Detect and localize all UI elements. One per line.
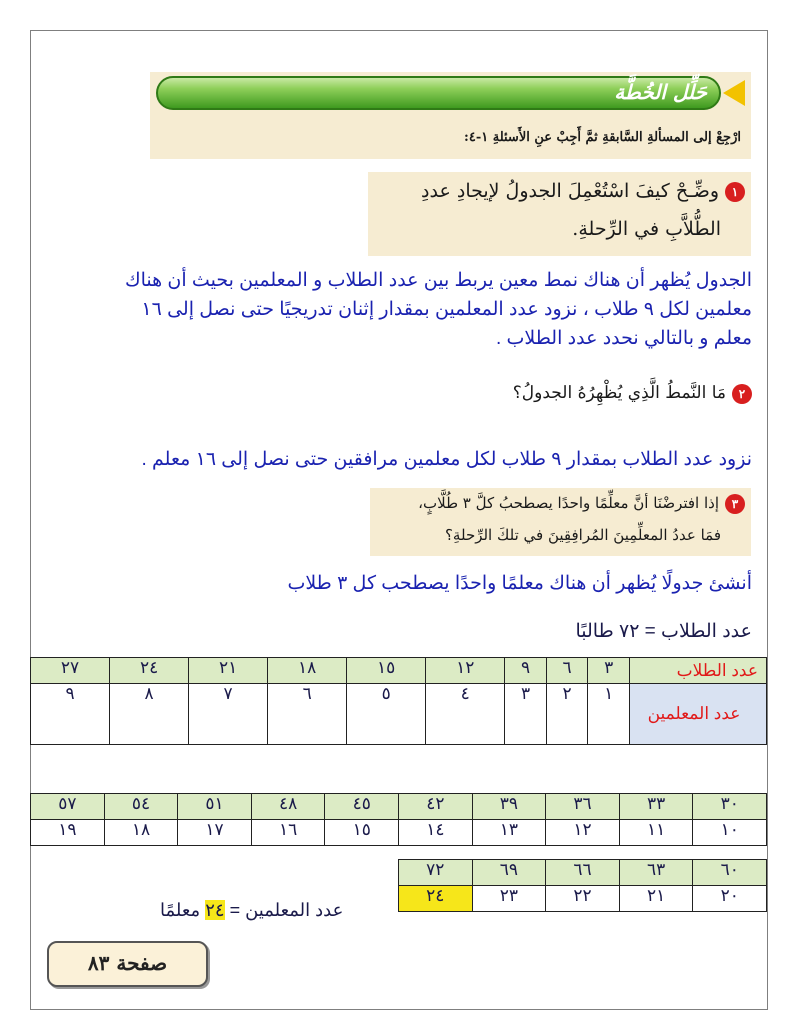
- t2-teachers-cell: ١٩: [31, 820, 105, 846]
- t3-students-cell: ٦٠: [693, 860, 767, 886]
- t2-students-cell: ٣٦: [546, 794, 620, 820]
- question-1-number: ١: [725, 182, 745, 202]
- t2-students-cell: ٤٨: [251, 794, 325, 820]
- t2-students-cell: ٣٣: [619, 794, 693, 820]
- question-3-box: [370, 488, 751, 556]
- question-1-line1: وضِّـحْ كيفَ اسْتُعْمِلَ الجدولُ لإيجادِ عددِ: [421, 180, 719, 202]
- result-value: ٢٤: [205, 900, 225, 920]
- result-suffix: معلمًا: [160, 900, 201, 920]
- answer-1: [125, 266, 752, 353]
- t1-students-cell: ٢٤: [110, 658, 189, 684]
- t3-students-cell: ٦٩: [472, 860, 546, 886]
- t2-teachers-cell: ١٤: [399, 820, 473, 846]
- question-1-line2: الطُّلاَّبِ في الرِّحلةِ.: [572, 218, 721, 240]
- t2-teachers-cell: ١١: [619, 820, 693, 846]
- t2-students-cell: ٣٠: [693, 794, 767, 820]
- t3-teachers-cell: ٢٤: [399, 886, 473, 912]
- question-2: [513, 383, 752, 404]
- t2-teachers-cell: ١٠: [693, 820, 767, 846]
- t2-teachers-cell: ١٥: [325, 820, 399, 846]
- table-2: [30, 793, 767, 846]
- t1-teachers-cell: ٨: [110, 684, 189, 745]
- answer-1-line1: الجدول يُظهر أن هناك نمط معين يربط بين عدد الطلاب و المعلمين بحيث أن هناك: [124, 270, 752, 291]
- t1-teachers-cell: ٣: [505, 684, 547, 745]
- question-1-box: [368, 172, 751, 256]
- t1-teachers-cell: ١: [588, 684, 630, 745]
- t1-teachers-cell: ٤: [426, 684, 505, 745]
- t2-students-cell: ٤٢: [399, 794, 473, 820]
- t1-students-cell: ٢٧: [31, 658, 110, 684]
- t3-teachers-cell: ٢٣: [472, 886, 546, 912]
- t3-students-cell: ٦٣: [619, 860, 693, 886]
- answer-2: نزود عدد الطلاب بمقدار ٩ طلاب لكل معلمين مرافقين حتى نصل إلى ١٦ معلم .: [141, 449, 752, 470]
- t3-teachers-cell: ٢٢: [546, 886, 620, 912]
- t1-students-cell: ١٨: [268, 658, 347, 684]
- t2-teachers-cell: ١٧: [178, 820, 252, 846]
- plan-banner: [150, 72, 751, 159]
- t2-students-cell: ٥٤: [104, 794, 178, 820]
- t1-students-cell: ٩: [505, 658, 547, 684]
- question-3-line1: إذا افترضْنَا أنَّ معلِّمًا واحدًا يصطحبُ كلَّ ٣ طُلَّابٍ،: [418, 494, 719, 512]
- t1-teachers-cell: ٩: [31, 684, 110, 745]
- students-total: عدد الطلاب = ٧٢ طالبًا: [575, 621, 752, 642]
- table-1-teachers-label: عدد المعلمين: [630, 684, 767, 745]
- table-1-students-row: [31, 658, 767, 684]
- t1-students-cell: ٣: [588, 658, 630, 684]
- arrow-icon: [723, 80, 745, 106]
- banner-pill: [156, 76, 721, 110]
- question-3-line2: فمَا عددُ المعلِّمِينَ المُرافِقِينَ في تلكَ الرِّحلةِ؟: [444, 526, 721, 544]
- t2-teachers-cell: ١٦: [251, 820, 325, 846]
- t1-teachers-cell: ٧: [189, 684, 268, 745]
- question-3-number: ٣: [725, 494, 745, 514]
- table-1-teachers-row: [31, 684, 767, 745]
- t2-students-cell: ٥٧: [31, 794, 105, 820]
- page-number: صفحة ٨٣: [47, 941, 208, 987]
- t2-teachers-cell: ١٢: [546, 820, 620, 846]
- t2-students-cell: ٤٥: [325, 794, 399, 820]
- result-line: [160, 900, 343, 921]
- table-2-teachers-row: [31, 820, 767, 846]
- t1-students-cell: ١٢: [426, 658, 505, 684]
- table-1: [30, 657, 767, 745]
- banner-title: حَلِّل الخُطَّة: [614, 80, 707, 104]
- t1-teachers-cell: ٢: [546, 684, 588, 745]
- question-2-number: ٢: [732, 384, 752, 404]
- answer-1-line2: معلمين لكل ٩ طلاب ، نزود عدد المعلمين بمقدار إثنان تدريجيًا حتى نصل إلى ١٦: [141, 299, 752, 320]
- answer-1-line3: معلم و بالتالي نحدد عدد الطلاب .: [495, 328, 752, 349]
- t3-teachers-cell: ٢٠: [693, 886, 767, 912]
- t2-teachers-cell: ١٣: [472, 820, 546, 846]
- t1-teachers-cell: ٥: [347, 684, 426, 745]
- t3-students-cell: ٧٢: [399, 860, 473, 886]
- table-3-students-row: [399, 860, 767, 886]
- answer-3-line1: أنشئ جدولًا يُظهر أن هناك معلمًا واحدًا يصطحب كل ٣ طلاب: [287, 573, 752, 594]
- t1-teachers-cell: ٦: [268, 684, 347, 745]
- t2-students-cell: ٥١: [178, 794, 252, 820]
- table-3-teachers-row: [399, 886, 767, 912]
- table-2-students-row: [31, 794, 767, 820]
- question-2-text: مَا النَّمطُ الَّذِي يُظْهِرُهُ الجدولُ؟: [512, 383, 726, 403]
- t3-teachers-cell: ٢١: [619, 886, 693, 912]
- t1-students-cell: ١٥: [347, 658, 426, 684]
- result-prefix: عدد المعلمين =: [229, 900, 344, 920]
- t1-students-cell: ٢١: [189, 658, 268, 684]
- table-3: [398, 859, 767, 912]
- t1-students-cell: ٦: [546, 658, 588, 684]
- t2-students-cell: ٣٩: [472, 794, 546, 820]
- t2-teachers-cell: ١٨: [104, 820, 178, 846]
- banner-instruction: ارْجِعْ إلى المسألةِ السَّابقةِ ثمَّ أَجِبْ عنِ الأَسئلةِ ١-٤:: [464, 130, 741, 145]
- t3-students-cell: ٦٦: [546, 860, 620, 886]
- table-1-students-label: عدد الطلاب: [630, 658, 767, 684]
